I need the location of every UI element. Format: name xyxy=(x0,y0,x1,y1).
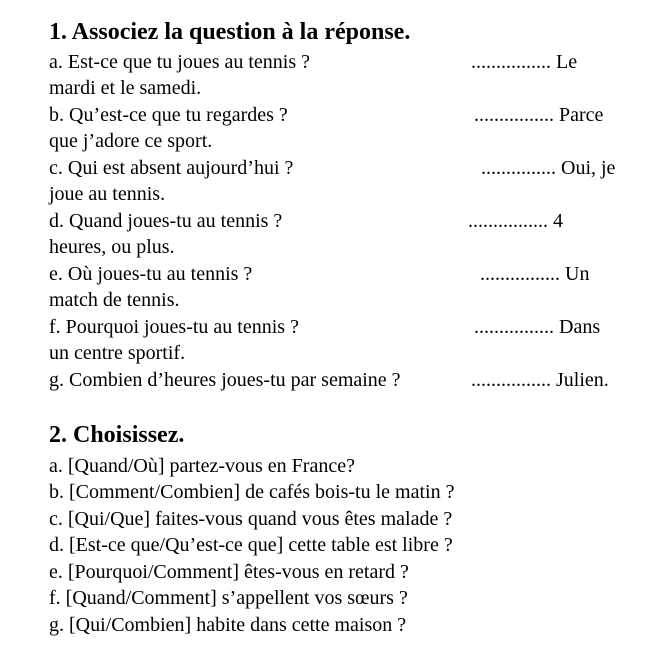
answer-g-start: ................ Julien. xyxy=(471,369,609,391)
answer-e-cont: match de tennis. xyxy=(49,289,180,311)
choice-b: b. [Comment/Combien] de cafés bois-tu le matin ? xyxy=(49,481,455,503)
question-g: g. Combien d’heures joues-tu par semaine ? xyxy=(49,369,401,391)
answer-b-cont: que j’adore ce sport. xyxy=(49,130,213,152)
answer-c-cont: joue au tennis. xyxy=(49,183,166,205)
answer-a-cont: mardi et le samedi. xyxy=(49,77,202,99)
choice-a: a. [Quand/Où] partez-vous en France? xyxy=(49,455,355,477)
answer-d-start: ................ 4 xyxy=(468,210,563,232)
section1-title: 1. Associez la question à la réponse. xyxy=(49,19,411,45)
question-a: a. Est-ce que tu joues au tennis ? xyxy=(49,51,311,73)
choice-f: f. [Quand/Comment] s’appellent vos sœurs ? xyxy=(49,587,408,609)
question-e: e. Où joues-tu au tennis ? xyxy=(49,263,253,285)
answer-a-start: ................ Le xyxy=(471,51,578,73)
choice-c: c. [Qui/Que] faites-vous quand vous êtes malade ? xyxy=(49,508,453,530)
answer-d-cont: heures, ou plus. xyxy=(49,236,175,258)
choice-d: d. [Est-ce que/Qu’est-ce que] cette table est libre ? xyxy=(49,534,453,556)
choice-g: g. [Qui/Combien] habite dans cette maison ? xyxy=(49,614,407,636)
question-d: d. Quand joues-tu au tennis ? xyxy=(49,210,283,232)
section2-title: 2. Choisissez. xyxy=(49,422,185,448)
answer-c-start: ............... Oui, je xyxy=(481,157,616,179)
answer-b-start: ................ Parce xyxy=(474,104,604,126)
answer-f-cont: un centre sportif. xyxy=(49,342,186,364)
question-b: b. Qu’est-ce que tu regardes ? xyxy=(49,104,288,126)
answer-e-start: ................ Un xyxy=(480,263,590,285)
choice-e: e. [Pourquoi/Comment] êtes-vous en retard ? xyxy=(49,561,409,583)
question-f: f. Pourquoi joues-tu au tennis ? xyxy=(49,316,299,338)
answer-f-start: ................ Dans xyxy=(474,316,601,338)
question-c: c. Qui est absent aujourd’hui ? xyxy=(49,157,294,179)
